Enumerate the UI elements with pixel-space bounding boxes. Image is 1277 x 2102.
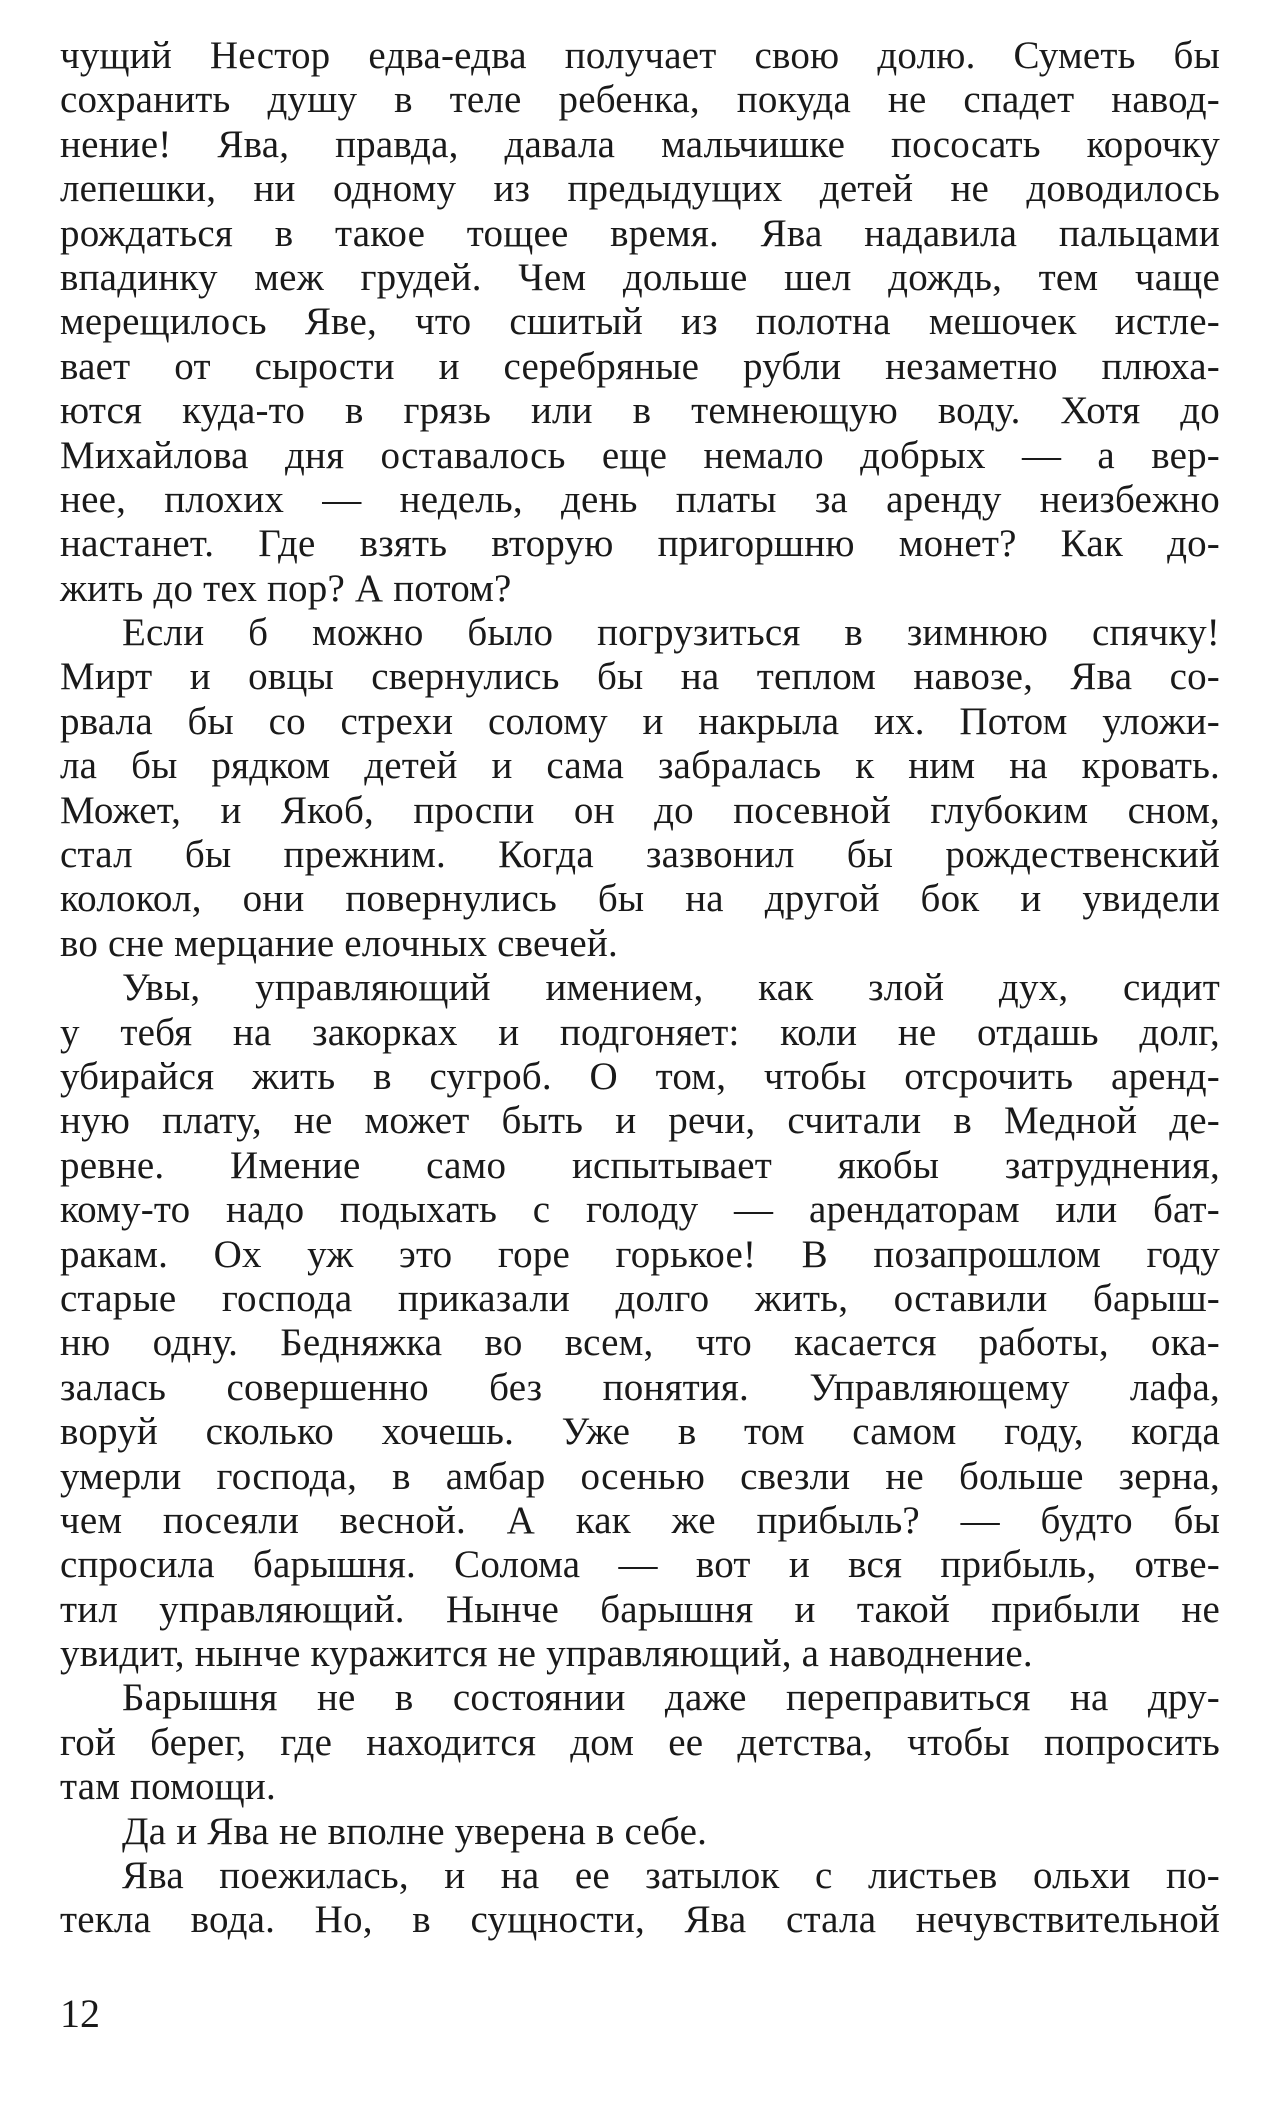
body-text	[60, 34, 1220, 1943]
text-line: увидит, нынче куражится не управляющий, а наводнение.	[60, 1632, 1033, 1676]
text-line: чущий Нестор едва-едва получает свою долю. Суметь бы	[60, 34, 1220, 77]
text-line: ла бы рядком детей и сама забралась к ним на кровать.	[60, 744, 1220, 788]
text-line: ракам. Ох уж это горе горькое! В позапрошлом году	[60, 1232, 1220, 1276]
text-line: вает от сырости и серебряные рубли незаметно плюха-	[60, 344, 1220, 388]
text-line: залась совершенно без понятия. Управляющему лафа,	[60, 1365, 1220, 1409]
text-line: Да и Ява не вполне уверена в себе.	[122, 1809, 708, 1853]
text-line: жить до тех пор? А потом?	[60, 566, 512, 610]
text-line: ную плату, не может быть и речи, считали в Медной де-	[60, 1099, 1220, 1143]
text-line: Михайлова дня оставалось еще немало добрых — а вер-	[60, 433, 1220, 477]
text-line: старые господа приказали долго жить, оставили барыш-	[60, 1276, 1220, 1320]
text-line: тил управляющий. Нынче барышня и такой прибыли не	[60, 1587, 1220, 1631]
text-line: там помощи.	[60, 1765, 276, 1809]
text-line: во сне мерцание елочных свечей.	[60, 921, 618, 965]
text-line: гой берег, где находится дом ее детства, чтобы попросить	[60, 1720, 1220, 1764]
text-line: нее, плохих — недель, день платы за аренду неизбежно	[60, 477, 1220, 521]
text-line: ню одну. Бедняжка во всем, что касается работы, ока-	[60, 1321, 1220, 1365]
text-line: Мирт и овцы свернулись бы на теплом навозе, Ява со-	[60, 655, 1220, 699]
text-line: текла вода. Но, в сущности, Ява стала нечувствительной	[60, 1898, 1220, 1942]
text-line: настанет. Где взять вторую пригоршню монет? Как до-	[60, 522, 1220, 566]
text-line: стал бы прежним. Когда зазвонил бы рождественский	[60, 833, 1220, 877]
text-line: Барышня не в состоянии даже переправиться на дру-	[122, 1676, 1220, 1720]
text-line: рождаться в такое тощее время. Ява надавила пальцами	[60, 211, 1220, 255]
page-number: 12	[60, 1991, 100, 2036]
text-line: рвала бы со стрехи солому и накрыла их. Потом уложи-	[60, 699, 1220, 743]
text-line: колокол, они повернулись бы на другой бок и увидели	[60, 877, 1220, 921]
text-line: кому-то надо подыхать с голоду — арендаторам или бат-	[60, 1188, 1220, 1232]
text-line: ются куда-то в грязь или в темнеющую воду. Хотя до	[60, 389, 1220, 433]
text-line: чем посеяли весной. А как же прибыль? — будто бы	[60, 1498, 1220, 1542]
text-line: умерли господа, в амбар осенью свезли не больше зерна,	[60, 1454, 1220, 1498]
text-line: лепешки, ни одному из предыдущих детей не доводилось	[60, 167, 1220, 211]
text-line: Ява поежилась, и на ее затылок с листьев ольхи по-	[122, 1854, 1220, 1898]
text-line: убирайся жить в сугроб. О том, чтобы отсрочить аренд-	[60, 1054, 1220, 1098]
text-line: Может, и Якоб, проспи он до посевной глубоким сном,	[60, 788, 1220, 832]
text-line: нение! Ява, правда, давала мальчишке пососать корочку	[60, 122, 1220, 166]
text-line: Если б можно было погрузиться в зимнюю спячку!	[122, 611, 1220, 655]
text-line: мерещилось Яве, что сшитый из полотна мешочек истле-	[60, 300, 1220, 344]
text-line: Увы, управляющий имением, как злой дух, сидит	[122, 966, 1220, 1010]
text-line: впадинку меж грудей. Чем дольше шел дождь, тем чаще	[60, 255, 1220, 299]
text-line: ревне. Имение само испытывает якобы затруднения,	[60, 1143, 1220, 1187]
text-line: спросила барышня. Солома — вот и вся прибыль, отве-	[60, 1543, 1220, 1587]
text-line: воруй сколько хочешь. Уже в том самом году, когда	[60, 1410, 1220, 1454]
text-line: сохранить душу в теле ребенка, покуда не спадет навод-	[60, 78, 1220, 122]
text-line: у тебя на закорках и подгоняет: коли не отдашь долг,	[60, 1010, 1220, 1054]
